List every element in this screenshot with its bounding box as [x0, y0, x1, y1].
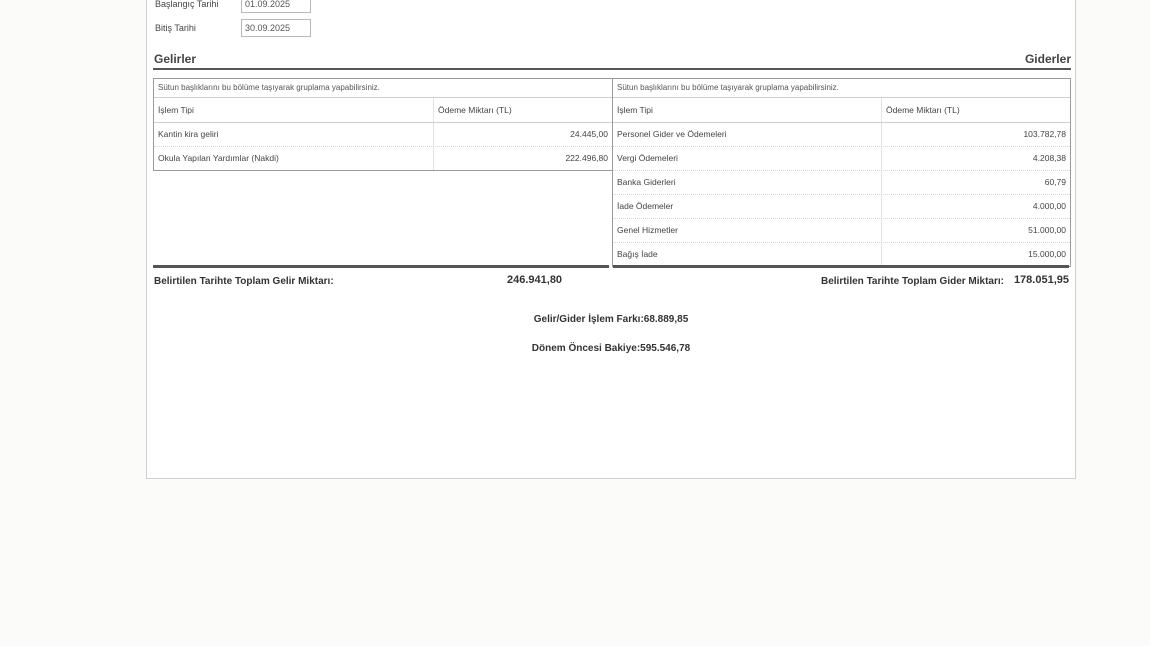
expense-row[interactable]	[613, 243, 1070, 266]
expense-row[interactable]	[613, 171, 1070, 195]
income-row[interactable]	[154, 147, 612, 170]
expense-row[interactable]	[613, 123, 1070, 147]
end-date-label: Bitiş Tarihi	[155, 23, 196, 33]
expense-title: Giderler	[1024, 52, 1071, 66]
end-date-row	[155, 18, 311, 38]
expense-total-value: 178.051,95	[1013, 274, 1069, 286]
section-divider	[153, 68, 1071, 70]
expense-row[interactable]	[613, 147, 1070, 171]
income-row-type: Okula Yapılan Yardımlar (Nakdi)	[154, 147, 434, 170]
expense-row-type: Personel Gider ve Ödemeleri	[613, 123, 882, 146]
income-total-label: Belirtilen Tarihte Toplam Gelir Miktarı:	[154, 276, 334, 287]
expense-row[interactable]	[613, 195, 1070, 219]
income-total-value: 246.941,80	[507, 274, 563, 286]
income-col-type-header[interactable]: İşlem Tipi	[154, 98, 434, 122]
start-date-field[interactable]: 01.09.2025	[241, 0, 311, 13]
income-grid	[153, 78, 613, 171]
income-row-amount: 24.445,00	[570, 129, 608, 139]
expense-row-type: Banka Giderleri	[613, 171, 882, 194]
expense-row-amount: 60,79	[1044, 177, 1066, 187]
expense-row-type: Genel Hizmetler	[613, 219, 882, 242]
income-expense-difference: Gelir/Gider İşlem Farkı:68.889,85	[533, 314, 689, 325]
income-group-panel[interactable]: Sütun başlıklarını bu bölüme taşıyarak gruplama yapabilirsiniz.	[154, 79, 612, 98]
expense-row[interactable]	[613, 219, 1070, 243]
end-date-field[interactable]: 30.09.2025	[241, 19, 311, 37]
expense-total-label: Belirtilen Tarihte Toplam Gider Miktarı:	[821, 276, 1004, 287]
start-date-row	[155, 0, 311, 14]
expense-row-amount: 51.000,00	[1028, 225, 1066, 235]
income-grid-header	[154, 98, 612, 123]
expense-row-type: Vergi Ödemeleri	[613, 147, 882, 170]
income-title: Gelirler	[154, 52, 197, 66]
expense-col-type-header[interactable]: İşlem Tipi	[613, 98, 882, 122]
income-row-amount: 222.496,80	[565, 153, 608, 163]
expense-row-type: İade Ödemeler	[613, 195, 882, 218]
expense-row-amount: 15.000,00	[1028, 249, 1066, 259]
expense-grid	[612, 78, 1071, 267]
expense-col-amount-header[interactable]: Ödeme Miktarı (TL)	[886, 105, 960, 115]
expense-total-divider	[613, 265, 1069, 268]
expense-group-panel[interactable]: Sütun başlıklarını bu bölüme taşıyarak gruplama yapabilirsiniz.	[613, 79, 1070, 98]
expense-row-type: Bağış İade	[613, 243, 882, 266]
expense-grid-header	[613, 98, 1070, 123]
start-date-label: Başlangıç Tarihi	[155, 0, 219, 9]
income-row[interactable]	[154, 123, 612, 147]
income-row-type: Kantin kira geliri	[154, 123, 434, 146]
expense-row-amount: 4.000,00	[1032, 201, 1066, 211]
income-col-amount-header[interactable]: Ödeme Miktarı (TL)	[438, 105, 512, 115]
income-total-divider	[153, 265, 609, 268]
report-panel	[146, 0, 1076, 479]
expense-row-amount: 103.782,78	[1023, 129, 1066, 139]
previous-balance: Dönem Öncesi Bakiye:595.546,78	[531, 343, 691, 354]
expense-row-amount: 4.208,38	[1032, 153, 1066, 163]
